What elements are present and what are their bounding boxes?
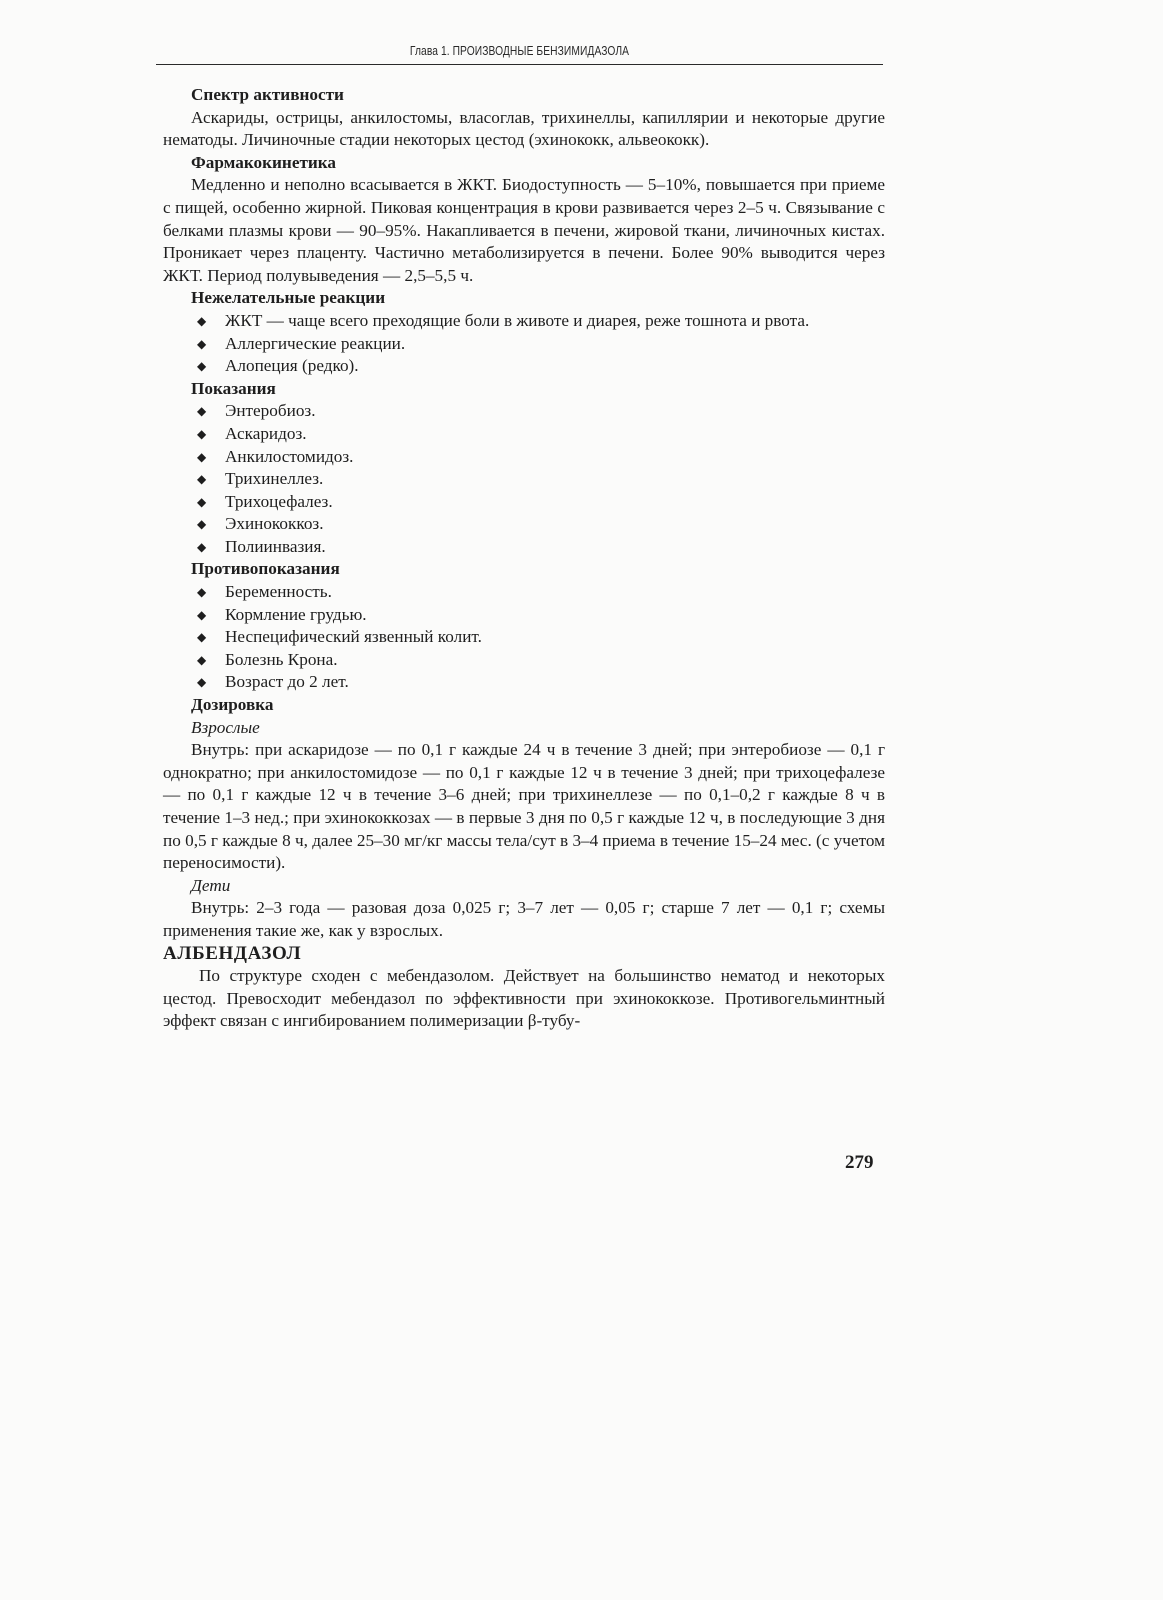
list-item: ◆ Аллергические реакции. <box>193 333 885 356</box>
adverse-list <box>163 310 885 378</box>
section-spectrum <box>163 84 885 107</box>
list-item: ◆ Аскаридоз. <box>193 423 885 446</box>
indications-list <box>163 400 885 558</box>
list-item: ◆ Болезнь Крона. <box>193 649 885 672</box>
list-item: ◆ Кормление грудью. <box>193 604 885 627</box>
header-rule <box>156 64 883 65</box>
list-item: ◆ Эхинококкоз. <box>193 513 885 536</box>
section-indications <box>163 378 885 401</box>
section-title: Противопоказания <box>191 559 340 579</box>
section-title: Показания <box>191 378 276 398</box>
page-body <box>163 84 885 1033</box>
bullet-icon: ◆ <box>197 607 207 622</box>
running-head: Глава 1. ПРОИЗВОДНЫЕ БЕНЗИМИДАЗОЛА <box>409 44 630 58</box>
section-adverse <box>163 287 885 310</box>
subsection-children: Дети <box>191 875 231 895</box>
paragraph: По структуре сходен с мебендазолом. Действует на большинство нематод и некоторых цестод. Превосходит мебендазол по эффективности при эхинококкозе. Противогельминтный эффект связан с ингибированием полимеризации β-тубу- <box>163 966 885 1031</box>
list-item: ◆ Трихинеллез. <box>193 468 885 491</box>
section-pharmacokinetics <box>163 152 885 175</box>
bullet-icon: ◆ <box>197 449 207 464</box>
bullet-icon: ◆ <box>197 652 207 667</box>
section-contraindications <box>163 558 885 581</box>
subsection-adults: Взрослые <box>191 717 260 737</box>
list-item: ◆ ЖКТ — чаще всего преходящие боли в животе и диарея, реже тошнота и рвота. <box>193 310 885 333</box>
bullet-icon: ◆ <box>197 336 207 351</box>
paragraph: Медленно и неполно всасывается в ЖКТ. Биодоступность — 5–10%, повышается при приеме с пищей, особенно жирной. Пиковая концентрация в крови развивается через 2–5 ч. Связывание с белками плазмы крови — 90–95%. Накапливается в печени, жировой ткани, личиночных кистах. Проникает через плаценту. Частично метаболизируется в печени. Более 90% выводится через ЖКТ. Период полувыведения — 2,5–5,5 ч. <box>163 175 885 285</box>
bullet-icon: ◆ <box>197 494 207 509</box>
bullet-icon: ◆ <box>197 426 207 441</box>
list-item: ◆ Беременность. <box>193 581 885 604</box>
page-number: 279 <box>845 1152 874 1173</box>
paragraph: Внутрь: при аскаридозе — по 0,1 г каждые 24 ч в течение 3 дней; при энтеробиозе — 0,1 г однократно; при анкилостомидозе — по 0,1 г каждые 12 ч в течение 3 дней; при трихоцефалезе — по 0,1 г каждые 12 ч в течение 3–6 дней; при трихинеллезе — по 0,1–0,2 г каждые 8 ч в течение 1–3 нед.; при эхинококкозах — в первые 3 дня по 0,5 г каждые 12 ч, в последующие 3 дня по 0,5 г каждые 8 ч, далее 25–30 мг/кг массы тела/сут в 3–4 приема в течение 15–24 мес. (с учетом переносимости). <box>163 740 885 873</box>
list-item: ◆ Энтеробиоз. <box>193 400 885 423</box>
bullet-icon: ◆ <box>197 472 207 487</box>
list-item: ◆ Анкилостомидоз. <box>193 446 885 469</box>
list-item: ◆ Алопеция (редко). <box>193 355 885 378</box>
section-title: Спектр активности <box>191 85 344 104</box>
list-item: ◆ Возраст до 2 лет. <box>193 671 885 694</box>
bullet-icon: ◆ <box>197 675 207 690</box>
section-title: Дозировка <box>191 695 274 715</box>
bullet-icon: ◆ <box>197 313 207 328</box>
bullet-icon: ◆ <box>197 404 207 419</box>
bullet-icon: ◆ <box>197 359 207 374</box>
subsection-children-wrap <box>163 875 885 898</box>
drug-heading: АЛБЕНДАЗОЛ <box>163 942 302 964</box>
list-item: ◆ Трихоцефалез. <box>193 491 885 514</box>
section-dosage <box>163 694 885 739</box>
bullet-icon: ◆ <box>197 539 207 554</box>
list-item: ◆ Неспецифический язвенный колит. <box>193 626 885 649</box>
list-item: ◆ Полиинвазия. <box>193 536 885 559</box>
bullet-icon: ◆ <box>197 630 207 645</box>
bullet-icon: ◆ <box>197 517 207 532</box>
section-title: Фармакокинетика <box>191 152 337 172</box>
paragraph: Внутрь: 2–3 года — разовая доза 0,025 г; 3–7 лет — 0,05 г; старше 7 лет — 0,1 г; схемы применения такие же, как у взрослых. <box>163 898 885 940</box>
contraindications-list <box>163 581 885 694</box>
bullet-icon: ◆ <box>197 585 207 600</box>
paragraph: Аскариды, острицы, анкилостомы, власоглав, трихинеллы, капиллярии и некоторые другие нематоды. Личиночные стадии некоторых цестод (эхинококк, альвеококк). <box>163 107 885 150</box>
section-title: Нежелательные реакции <box>191 288 386 308</box>
